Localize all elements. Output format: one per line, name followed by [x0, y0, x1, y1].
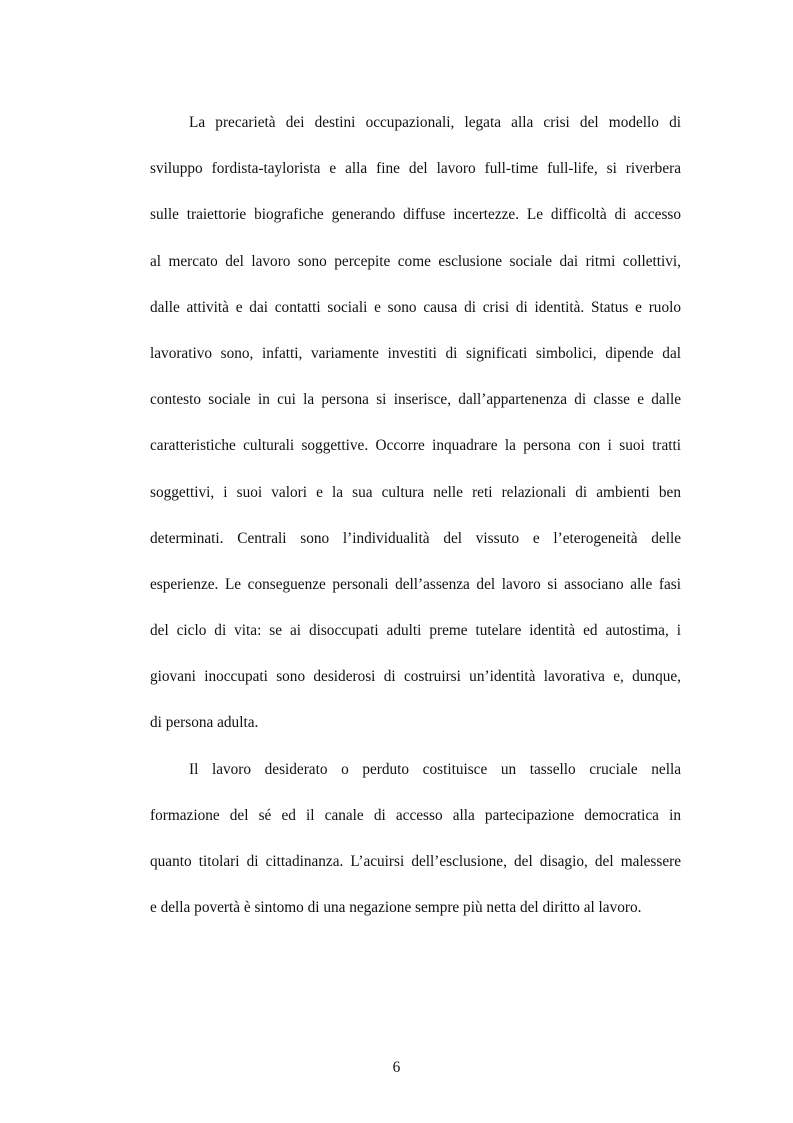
page-number: 6 [392, 1059, 401, 1076]
paragraph-1-line-5: dalle attività e dai contatti sociali e sono causa di crisi di identità. Status e ruolo [150, 298, 681, 316]
paragraph-1-line-8: caratteristiche culturali soggettive. Occorre inquadrare la persona con i suoi tratti [150, 437, 681, 455]
paragraph-1-line-1: La precarietà dei destini occupazionali, legata alla crisi del modello di [189, 114, 681, 131]
paragraph-1-line-6: lavorativo sono, infatti, variamente investiti di significati simbolici, dipende dal [150, 344, 681, 362]
paragraph-1-line-12: del ciclo di vita: se ai disoccupati adulti preme tutelare identità ed autostima, i [150, 622, 681, 640]
paragraph-1-line-3: sulle traiettorie biografiche generando diffuse incertezze. Le difficoltà di accesso [150, 206, 681, 224]
body-text [150, 112, 681, 943]
paragraph-1-line-11: esperienze. Le conseguenze personali dell’assenza del lavoro si associano alle fasi [150, 575, 681, 593]
paragraph-1-line-4: al mercato del lavoro sono percepite come esclusione sociale dai ritmi collettivi, [150, 252, 681, 270]
paragraph-2-line-3: quanto titolari di cittadinanza. L’acuirsi dell’esclusione, del disagio, del malessere [150, 853, 681, 870]
paragraph-1-line-10: determinati. Centrali sono l’individualità del vissuto e l’eterogeneità delle [150, 529, 681, 547]
paragraph-2-line-2: formazione del sé ed il canale di accesso alla partecipazione democratica in [150, 806, 681, 824]
paragraph-1-line-14: di persona adulta. [150, 714, 259, 732]
paragraph-1-line-9: soggettivi, i suoi valori e la sua cultura nelle reti relazionali di ambienti ben [150, 483, 681, 501]
paragraph-1-line-2: sviluppo fordista-taylorista e alla fine del lavoro full-time full-life, si riverbera [150, 160, 681, 178]
paragraph-1-line-7: contesto sociale in cui la persona si inserisce, dall’appartenenza di classe e dalle [150, 391, 681, 409]
paragraph-1-line-13: giovani inoccupati sono desiderosi di costruirsi un’identità lavorativa e, dunque, [150, 668, 681, 686]
paragraph-2-line-4: e della povertà è sintomo di una negazione sempre più netta del diritto al lavoro. [150, 899, 642, 917]
paragraph-2-line-1: Il lavoro desiderato o perduto costituisce un tassello cruciale nella [189, 760, 681, 778]
